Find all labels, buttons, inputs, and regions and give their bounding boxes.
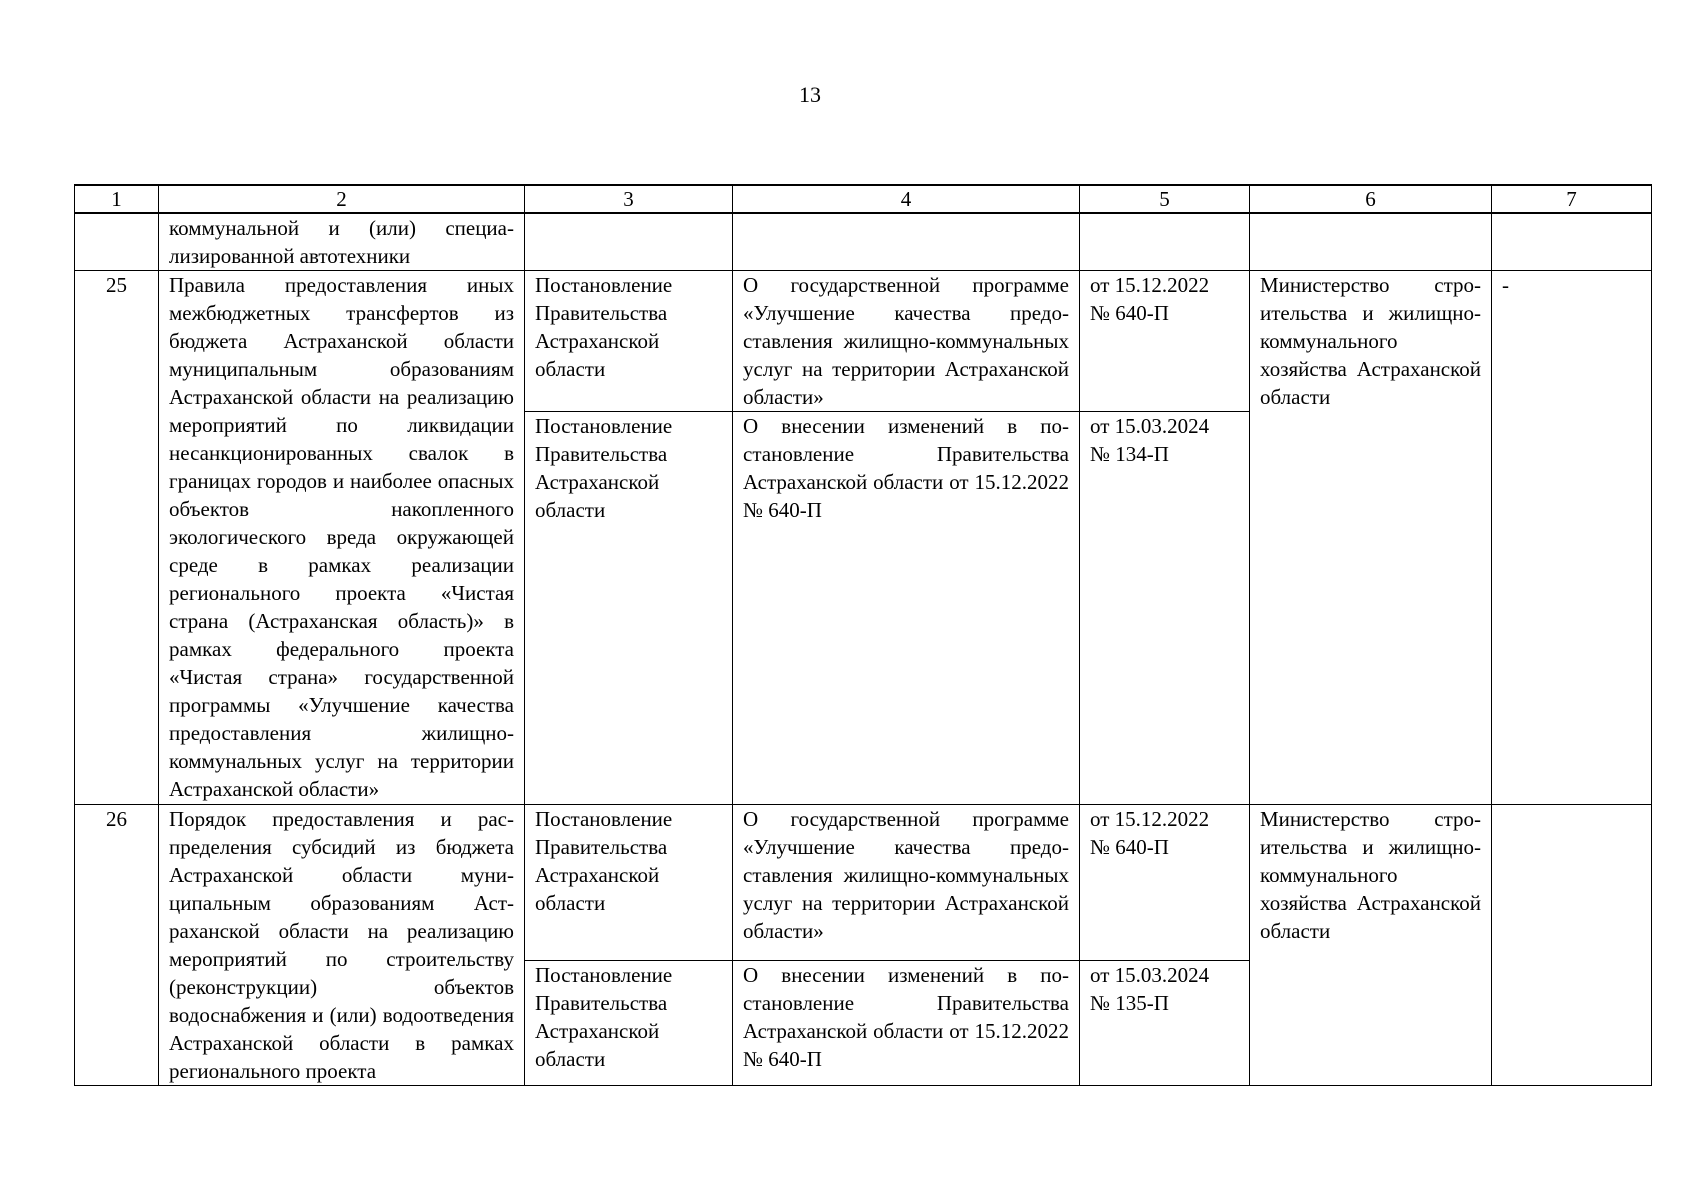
cell-note: - xyxy=(1492,271,1652,805)
cell-ministry: Министерство строительства и жилищно-коммунального хозяйства Астраханской области xyxy=(1250,805,1492,1086)
column-header-1: 1 xyxy=(75,185,159,213)
act-number: № 135-П xyxy=(1090,990,1169,1015)
act-date: от 15.03.2024 xyxy=(1090,414,1210,438)
page-number: 13 xyxy=(799,82,821,107)
column-header-7: 7 xyxy=(1492,185,1652,213)
registry-table xyxy=(74,184,1652,1086)
cell-act-date xyxy=(1080,412,1250,805)
cell-num: 25 xyxy=(75,271,159,805)
cell-note xyxy=(1492,213,1652,271)
act-number: № 134-П xyxy=(1090,442,1169,466)
table-row-26 xyxy=(75,805,1652,961)
cell-ministry xyxy=(1250,213,1492,271)
column-number-row xyxy=(75,185,1652,213)
cell-act-date xyxy=(1080,271,1250,412)
cell-act-date xyxy=(1080,805,1250,961)
cell-num xyxy=(75,213,159,271)
cell-act-type: Постановление Правительства Астраханской области xyxy=(525,412,733,805)
column-header-2: 2 xyxy=(159,185,525,213)
cell-act-type: Постановление Правительства Астраханской области xyxy=(525,805,733,961)
cell-act-title xyxy=(733,213,1080,271)
cell-act-date xyxy=(1080,960,1250,1085)
cell-document-name: Правила предоставления иных межбюджетных трансфертов из бюджета Астраханской области муниципальным образованиям Астраханской области на реализацию мероприятий по ликвидации несанкционированных свалок в границах городов и наиболее опасных объектов накопленного экологического вреда окружающей среде в рамках реализации регионального проекта «Чистая страна (Астраханская область)» в рамках федерального проекта «Чистая страна» государственной программы «Улучшение качества предоставления жилищно-коммунальных услуг на территории Астраханской области» xyxy=(159,271,525,805)
cell-act-title: О государственной программе «Улучшение качества предоставления жилищно-коммунальных услуг на территории Астраханской области» xyxy=(733,271,1080,412)
act-number: № 640-П xyxy=(1090,835,1169,859)
column-header-6: 6 xyxy=(1250,185,1492,213)
cell-act-type xyxy=(525,213,733,271)
cell-act-date xyxy=(1080,213,1250,271)
column-header-5: 5 xyxy=(1080,185,1250,213)
cell-document-name: Порядок предоставления и распределения субсидий из бюджета Астраханской области муниципальным образованиям Астраханской области на реализацию мероприятий по строительству (реконструкции) объектов водоснабжения и (или) водоотведения Астраханской области в рамках регионального проекта xyxy=(159,805,525,1086)
table-row-continuation xyxy=(75,213,1652,271)
cell-act-type: Постановление Правительства Астраханской области xyxy=(525,271,733,412)
cell-num: 26 xyxy=(75,805,159,1086)
act-number: № 640-П xyxy=(1090,301,1169,325)
act-date: от 15.12.2022 xyxy=(1090,273,1210,297)
column-header-3: 3 xyxy=(525,185,733,213)
column-header-4: 4 xyxy=(733,185,1080,213)
cell-act-title: О внесении изменений в постановление Правительства Астраханской области от 15.12.2022 № 640-П xyxy=(733,960,1080,1085)
act-date: от 15.12.2022 xyxy=(1090,807,1210,831)
act-date: от 15.03.2024 xyxy=(1090,962,1210,987)
cell-act-title: О государственной программе «Улучшение качества предоставления жилищно-коммунальных услуг на территории Астраханской области» xyxy=(733,805,1080,961)
cell-document-name: коммунальной и (или) специализированной автотехники xyxy=(159,213,525,271)
cell-note xyxy=(1492,805,1652,1086)
cell-ministry: Министерство строительства и жилищно-коммунального хозяйства Астраханской области xyxy=(1250,271,1492,805)
cell-act-title: О внесении изменений в постановление Правительства Астраханской области от 15.12.2022 № 640-П xyxy=(733,412,1080,805)
table-row-25 xyxy=(75,271,1652,412)
cell-act-type: Постановление Правительства Астраханской области xyxy=(525,960,733,1085)
